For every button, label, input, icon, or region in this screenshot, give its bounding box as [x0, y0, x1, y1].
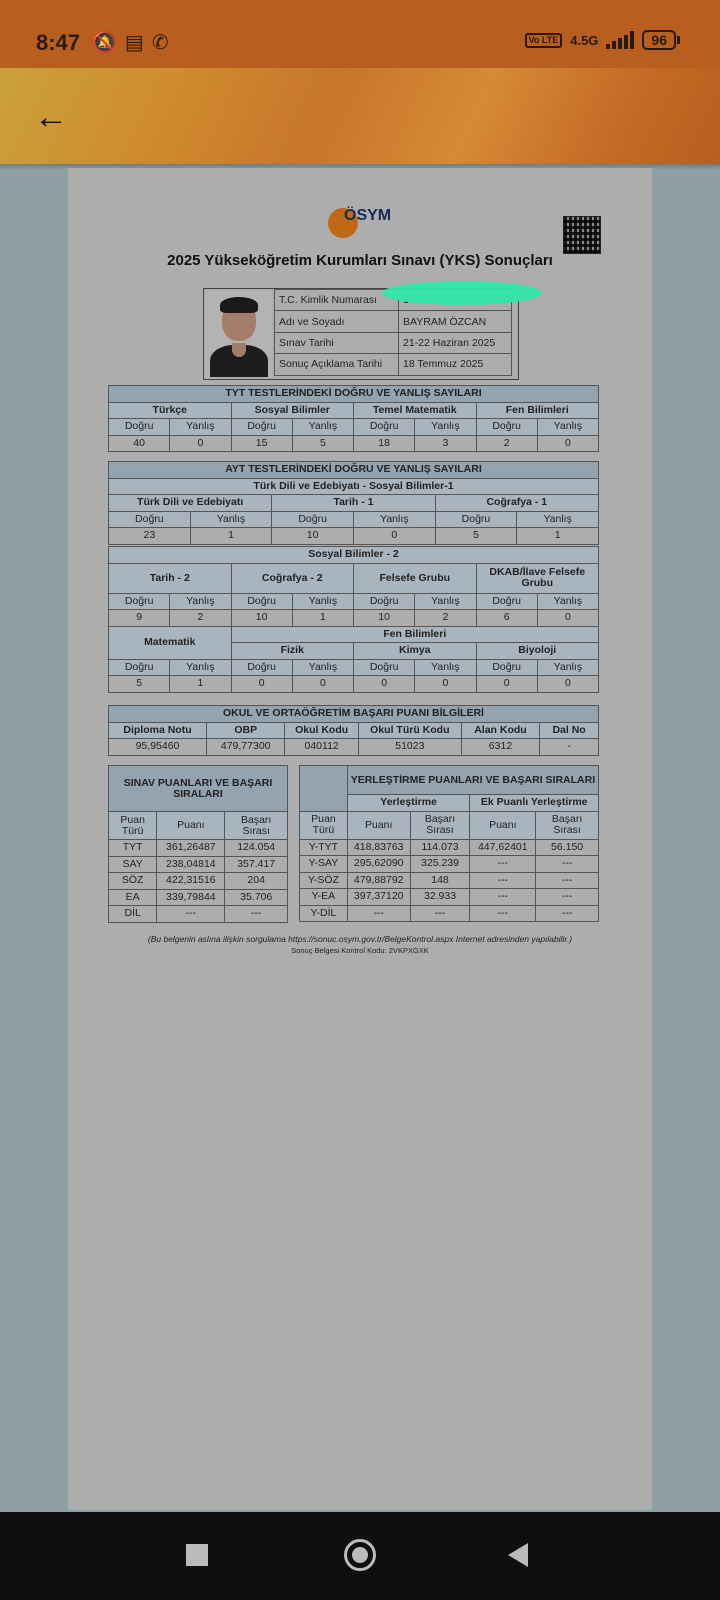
redaction-mark — [382, 281, 542, 305]
ayt-table-2: Sosyal Bilimler - 2 Tarih - 2 Coğrafya - 2 Felsefe Grubu DKAB/İlave Felsefe Grubu Doğru Yanlış Doğru Yanlış Doğru Yanlış Doğru Yanlış 9 2 10 1 10 2 6 0 Matematik Fen Bilimleri Fizik Kimya Biyoloji Doğru Yanlış Doğru Yanlış Doğru Yanlış Doğru Yanlış 5 1 0 0 0 0 0 0 — [108, 546, 599, 693]
identity-table: T.C. Kimlik Numarası Adı ve Soyadı BAYRAM ÖZCAN Sınav Tarihi 21-22 Haziran 2025 Sonuç Açıklama Tarihi 18 Temmuz 2025 — [274, 289, 512, 376]
bell-off-icon: 🔕 — [92, 32, 117, 54]
whatsapp-icon: ✆ — [151, 32, 169, 54]
volte-icon: Vo LTE — [525, 33, 563, 48]
back-triangle-icon[interactable] — [508, 1543, 528, 1567]
placement-scores-table: YERLEŞTİRME PUANLARI VE BAŞARI SIRALARI Yerleştirme Ek Puanlı Yerleştirme Puan Türü Puanı Başarı Sırası Puanı Başarı Sırası Y-TYT 418,83763 114.073 447,62401 56.150 Y-SAY 295,62090 325.239 --- --- Y-SÖZ 479,88792 148 --- --- Y-EA 397,37120 32.933 --- --- Y-DİL --- --- --- --- — [299, 765, 599, 922]
result-document — [68, 168, 652, 1510]
exam-scores-table: SINAV PUANLARI VE BAŞARI SIRALARI Puan Türü Puanı Başarı Sırası TYT 361,26487 124.054 SAY 238,04814 357.417 SÖZ 422,31516 204 EA 339,79844 35.706 DİL --- --- — [108, 765, 288, 923]
arrow-left-icon[interactable]: ← — [34, 98, 68, 136]
qr-code-icon — [563, 216, 601, 254]
control-code: Sonuç Belgesi Kontrol Kodu: 2VKPXGXK — [291, 946, 429, 955]
school-table: OKUL VE ORTAÖĞRETİM BAŞARI PUANI BİLGİLERİ Diploma Notu OBP Okul Kodu Okul Türü Kodu Alan Kodu Dal No 95,95460 479,77300 040112 51023 6312 - — [108, 705, 599, 756]
battery-level: 96 — [651, 32, 667, 48]
signal-icon — [606, 31, 634, 49]
clock: 8:47 — [36, 30, 81, 55]
battery-icon — [642, 30, 676, 50]
status-bar — [0, 0, 720, 68]
recents-icon[interactable] — [186, 1544, 208, 1566]
news-icon: ▤ — [124, 32, 144, 54]
app-bar — [0, 68, 720, 164]
ayt-table-1: AYT TESTLERİNDEKİ DOĞRU VE YANLIŞ SAYILARI Türk Dili ve Edebiyatı - Sosyal Bilimler-1 Türk Dili ve Edebiyatı Tarih - 1 Coğrafya - 1 Doğru Yanlış Doğru Yanlış Doğru Yanlış 23 1 10 0 5 1 — [108, 461, 599, 545]
page-title: 2025 Yükseköğretim Kurumları Sınavı (YKS) Sonuçları — [167, 252, 553, 269]
home-icon[interactable] — [344, 1539, 376, 1571]
candidate-photo — [206, 291, 272, 377]
osym-logo: ÖSYM — [328, 208, 391, 238]
navigation-bar — [0, 1512, 720, 1600]
verification-note: (Bu belgenin aslına ilişkin sorgulama https://sonuc.osym.gov.tr/BelgeKontrol.aspx Internet adresinden yapılabilir.) — [147, 934, 573, 944]
tyt-table: TYT TESTLERİNDEKİ DOĞRU VE YANLIŞ SAYILARI Türkçe Sosyal Bilimler Temel Matematik Fen Bilimleri Doğru Yanlış Doğru Yanlış Doğru Yanlış Doğru Yanlış 40 0 15 5 18 3 2 0 — [108, 385, 599, 452]
identity-block — [203, 288, 519, 380]
network-type: 4.5G — [570, 32, 599, 48]
